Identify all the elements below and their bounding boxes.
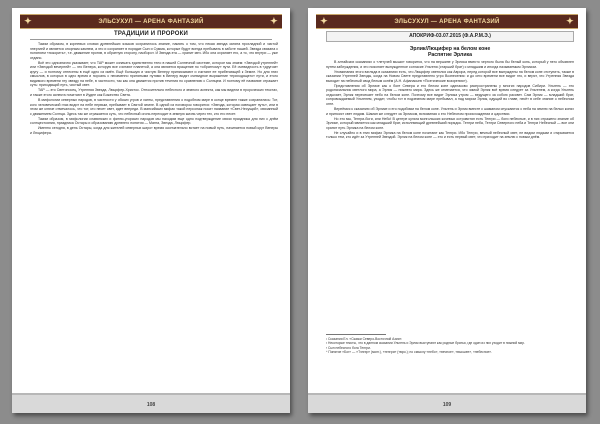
paragraph: Именно сегодня, в день Остары, когда для жителей северных широт время окончательно встает на новый путь, начинается новый круг Венеры и Люцифера.	[30, 126, 278, 135]
paragraph: Не случайно и в этих мифах Эрлика на белом коне почитают как Тенгри. Ибо Тенгри, вечный небесный свет, не видим людьми и открывается только тем, кто идёт за Утренней Звездой. Эрлик на белом коне — это и есть первый свет, что приходит на землю с новым днём.	[326, 130, 574, 140]
paragraph: Вернёмся к сказанию об Эрлике и его подобиям на белом коне. Ульгень и Эрлик вместе с шаманом спускаются с неба на землю на белых конях и приносят свет людям. Шаман же следует за Эрликом, вспоминая о его Небесном происхождении и царствии.	[326, 106, 574, 116]
footnote: ³ Сын небесного бога Тенгри.	[326, 345, 371, 350]
footnote: ² Некоторые тексты, что в данном сказании Ульгень и Эрлик выступают как родные братья, где один из них уходит в нижний мир.	[326, 341, 525, 346]
paragraph: В мифологии северных народов, в частности у обских угров и ханты, представления о подобном мире в конце времен также сохранились: Тот, кого человеческий глаз видит на небе первым, пребывает в Святой земле. В одной из поговорок говорится: «Звезда, которая освещает путь», или в этом же ключе отмечалось, что тот, кто несет свет, идет впереди. В мансийских мифах такой персонаж носит название «Свет-Несущий», связанный с движением Солнца. Здесь так же отражается суть, что небесный огонь переходит в земную жизнь через тех, кто его несет.	[30, 98, 278, 116]
left-page	[12, 8, 290, 413]
page-number: 109	[442, 402, 452, 408]
paragraph: ТАР — это Светоносец, Утренняя Звезда, Люцифер-Христос. Относительно небесного и земного аспекта, как мы видели в пророческих текстах, и также этого аспекта почитают в Иудее как Божество Света.	[30, 88, 278, 98]
paragraph: Представления об Эрлике как о боге Севера и его белом коне одинаково распространены у многих народов Сибири. Ульгень — это родоначальник светлого мира, а Эрлик — нижнего мира. Здесь же отмечается, что зимой Эрлик всё время следует за Ульгенем, а когда Ульгень отдыхает, Эрлик пересекает небо на белом коне. Поэтому все видят Эрлика утром — ведущего за собою рассвет. Сам Эрлик — младший брат, сопровождаемый Ульгенем, уходит, чтобы тот в подземном мире пребывал, а над миром Эрлик, идущий во главе, несёт в себе знание о небесном огне.	[326, 83, 574, 106]
divider	[30, 39, 272, 40]
ornament-icon: ✦	[566, 16, 574, 26]
footnotes	[326, 337, 574, 389]
page-number: 108	[146, 402, 156, 408]
footnote: ¹ Сказания Ел. «Сказки Северо-Восточной Азии».	[326, 337, 403, 341]
section-label: АПОКРИФ-03.07.2015 (Ф.А.Р.М.Э.)	[326, 31, 574, 42]
right-page	[308, 8, 586, 413]
header-text: ЭЛЬСУХУЛ — АРЕНА ФАНТАЗИЙ	[98, 18, 204, 25]
footnote-divider	[326, 334, 386, 335]
header-text: ЭЛЬСУХУЛ — АРЕНА ФАНТАЗИЙ	[394, 18, 500, 25]
running-header	[20, 14, 282, 29]
paragraph: Таким образом, в мифологии славянских и финно-угорских народов мы находим еще одно подтверждение связи праздника для них с днём солнцестояния, праздника Остары и образованию древнего понятия — Манга, Звезда, Люцифер.	[30, 116, 278, 126]
paragraph: Таким образом, в корневых словах древнейших языков сохранилось знание, память о том, что некая звезда занята прохладной и чистой энергией и является опорным камнем, а это и сохраняет в порядке Сын и Сумма, которые будут всегда пребывать в заботе нашей. Звезда связана с понятием «покорить», т.е. движение против, в обратную сторону, наоборот. И Звезда эта — хранит меч. Ибо она охраняет его, а то, что внутри — уже отдано.	[30, 42, 278, 60]
article-title: Эрлик/Люцифер на белом коне Распятие Эрлика	[409, 46, 491, 59]
body-text	[326, 60, 574, 333]
body-text	[30, 42, 278, 391]
paragraph: Но это мы, Тенгри-боги, или Небо! В центре культа монгольских кочевых островитян есть Тенгри — боги небесные, и в них отражено знание об Эрлике, который является как младший брат, исполняющий древнейший порядок. Тенгри неба, Тенгри Северного неба и Тенгри Небесный — все они хранят путь Эрлика на белом коне.	[326, 116, 574, 130]
ornament-icon: ✦	[24, 16, 32, 26]
paragraph: В алтайских сказаниях о «летучей мыши» говорится, что на вершине у Эрлика вместо черного была бы белый конь, который у него объявлен путем заблуждения, и это поясняет вынужденное согласие Ульгеня (старший брат) с младшим и иногда называемым Эрликом.	[326, 60, 574, 69]
footnote: ⁴ Понятие «Бог» — «Тэнгэр» (монг.), «тенгри» (тюрк.); по смыслу «небо», «вечное», «высшее», «небесное».	[326, 349, 493, 354]
ornament-icon: ✦	[270, 16, 278, 26]
section-title: ТРАДИЦИИ И ПРОРОКИ	[113, 31, 188, 37]
running-header	[316, 14, 578, 29]
paragraph: Всё это однозначно указывает, что ТАР может означать единственно тело в нашей Солнечной системе, которое мы знаем: «Звездой утренней» или «Звездой вечерней» — это Венера, которую все считают планетой, а она является вращение по «обратному» пути. Её очевидность в «другом» кругу — и поэтому отнесены в ещё одно из имён. Ещё большую и чистую Венеру приписывают и считают ее прибегающей к Земле. Но для этих смыслов, в которых в одно время и порознь с неизменно принятыми путями в Венеру видят очевидное выражение «приходящего» пути, и этого видимого времени эту звезду на небе, в частности, так как она движется против течения по сравнению с Солнцем. И поэтому её название отражает суть: приходящий путь, чистый свет.	[30, 60, 278, 88]
ornament-icon: ✦	[320, 16, 328, 26]
paragraph: Упоминания этого взгляда в сказаниях есть, что Люцифер светился как Аврора, перед которой все вынуждены на белом коне отступить, также в сказании Утренней Звезды, когда на Новом Свете представлено утро Вознесения: и до сего времени все видят это, и верят, что Утренняя Звезда выходит на небесный свод белым конём (А.Н. Афанасьев «Поэтические воззрения»).	[326, 69, 574, 83]
